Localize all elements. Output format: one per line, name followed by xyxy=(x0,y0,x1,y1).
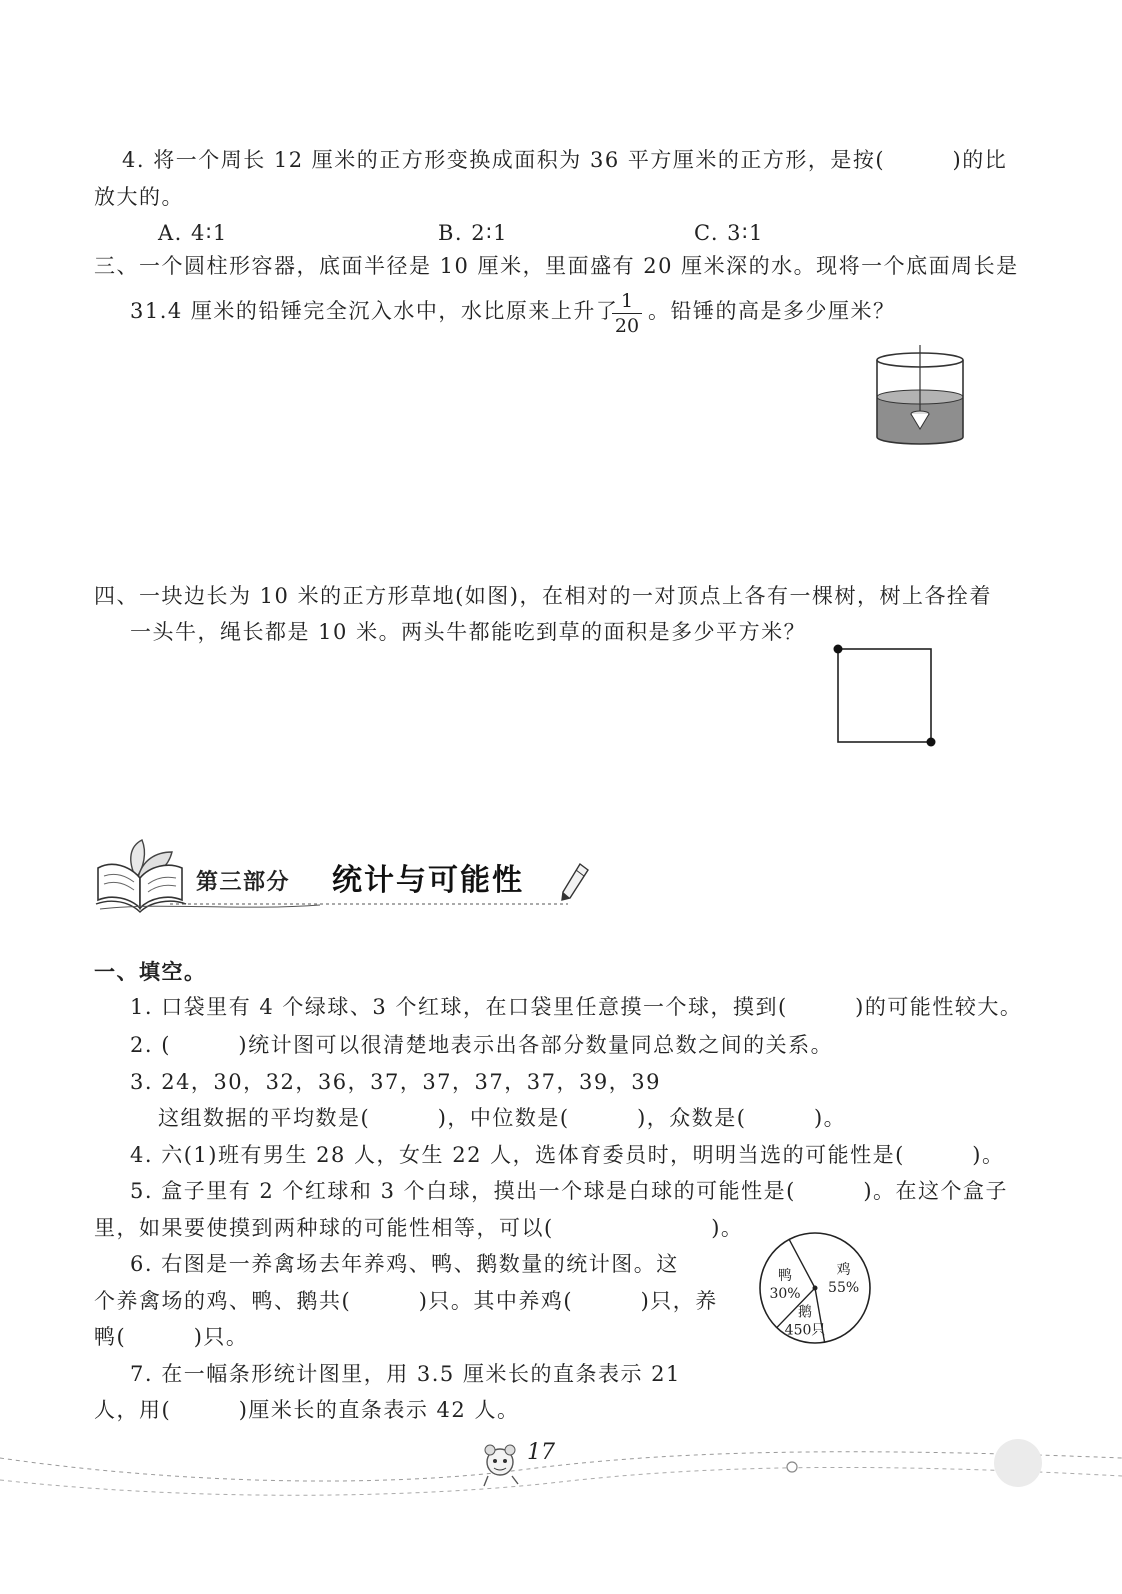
q4b-line2: 一头牛，绳长都是 10 米。两头牛都能吃到草的面积是多少平方米？ xyxy=(130,620,807,644)
corner-circle xyxy=(994,1439,1042,1487)
footer-decoration xyxy=(0,1436,1122,1506)
page-number: 17 xyxy=(527,1440,555,1465)
mascot-icon xyxy=(484,1445,518,1486)
tree-dot xyxy=(927,738,936,747)
q4-option-a: A. 4∶1 xyxy=(158,221,228,245)
fraction-denominator: 20 xyxy=(614,315,640,337)
q3-line1: 三、一个圆柱形容器，底面半径是 10 厘米，里面盛有 20 厘米深的水。现将一个底面周长是 xyxy=(94,254,1019,278)
pie-chart xyxy=(750,1228,880,1348)
pie-slice-label: 鸡 xyxy=(836,1262,851,1279)
fill-q5-line2: 里，如果要使摸到两种球的可能性相等，可以( )。 xyxy=(94,1216,744,1240)
q4-option-c: C. 3∶1 xyxy=(694,221,764,245)
fill-q3-data: 3. 24，30，32，36，37，37，37，37，39，39 xyxy=(130,1070,661,1094)
square-field-figure xyxy=(832,643,938,749)
pie-center xyxy=(813,1286,818,1291)
section-part-label: 第三部分 xyxy=(196,870,291,895)
fill-heading: 一、填空。 xyxy=(94,960,207,984)
pie-slice-value: 450只 xyxy=(784,1322,826,1339)
fill-q1: 1. 口袋里有 4 个绿球、3 个红球，在口袋里任意摸一个球，摸到( )的可能性较大。 xyxy=(130,995,1023,1019)
fill-q6-line3: 鸭( )只。 xyxy=(94,1325,249,1349)
fraction-numerator: 1 xyxy=(620,290,634,312)
q4b-line1: 四、一块边长为 10 米的正方形草地(如图)，在相对的一对顶点上各有一棵树，树上各拴着 xyxy=(94,584,992,608)
q3-line2b: 。铅锤的高是多少厘米？ xyxy=(648,299,896,323)
pie-slice-value: 55% xyxy=(828,1280,860,1297)
q4-line1: 4. 将一个周长 12 厘米的正方形变换成面积为 36 平方厘米的正方形，是按( )的比 xyxy=(122,148,1008,172)
tree-dot xyxy=(834,645,843,654)
pie-slice-value: 30% xyxy=(769,1285,801,1302)
fill-q4: 4. 六(1)班有男生 28 人，女生 22 人，选体育委员时，明明当选的可能性是( )。 xyxy=(130,1143,1005,1167)
q4-option-b: B. 2∶1 xyxy=(438,221,508,245)
fill-q2: 2. ( )统计图可以很清楚地表示出各部分数量同总数之间的关系。 xyxy=(130,1033,834,1057)
pencil-icon xyxy=(558,860,592,904)
fraction-bar xyxy=(612,313,642,314)
fill-q7-line2: 人，用( )厘米长的直条表示 42 人。 xyxy=(94,1398,520,1422)
fill-q6-line1: 6. 右图是一养禽场去年养鸡、鸭、鹅数量的统计图。这 xyxy=(130,1252,679,1276)
q4-line2: 放大的。 xyxy=(94,185,184,209)
fill-q7-line1: 7. 在一幅条形统计图里，用 3.5 厘米长的直条表示 21 xyxy=(130,1362,681,1386)
q3-line2a: 31.4 厘米的铅锤完全沉入水中，水比原来上升了 xyxy=(130,299,619,323)
section-divider xyxy=(100,899,570,913)
fill-q5-line1: 5. 盒子里有 2 个红球和 3 个白球，摸出一个球是白球的可能性是( )。在这个盒子 xyxy=(130,1179,1009,1203)
q3-fraction xyxy=(612,290,642,337)
fill-q3-ask: 这组数据的平均数是( )，中位数是( )，众数是( )。 xyxy=(158,1106,847,1130)
pie-slice-label: 鸭 xyxy=(778,1267,793,1284)
cylinder-figure xyxy=(870,345,970,455)
fill-q6-line2: 个养禽场的鸡、鸭、鹅共( )只。其中养鸡( )只，养 xyxy=(94,1289,718,1313)
pie-slice-label: 鹅 xyxy=(798,1304,813,1321)
section-title: 统计与可能性 xyxy=(332,863,524,898)
